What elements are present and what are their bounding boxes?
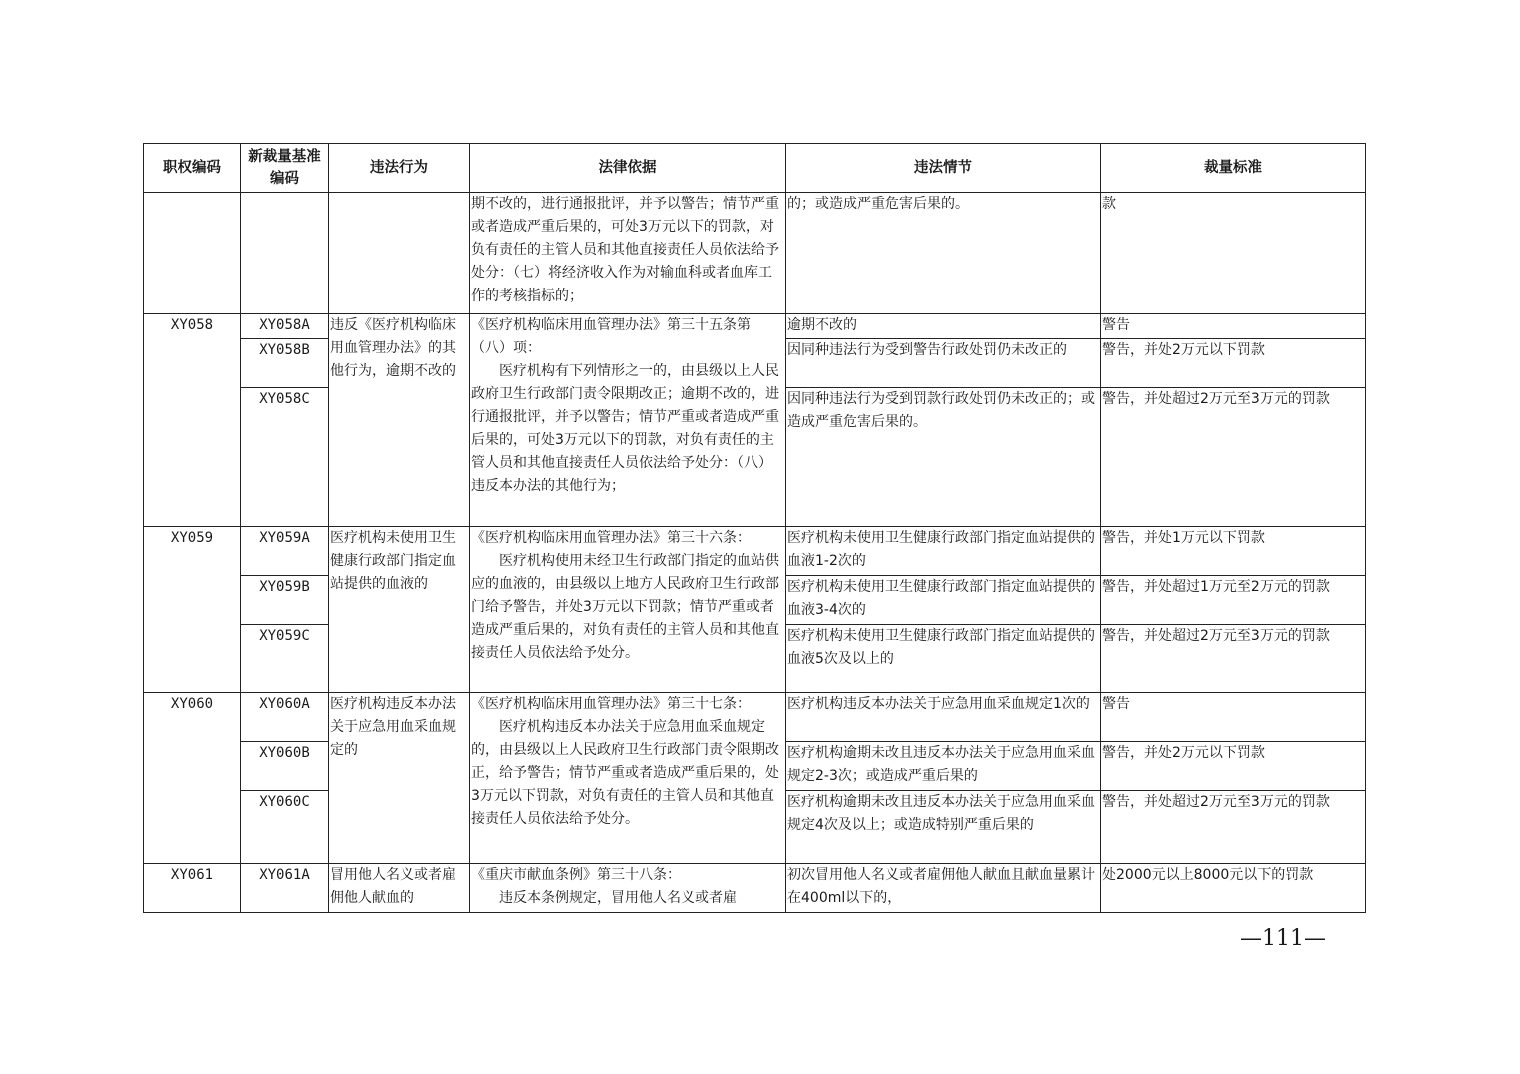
authority-code: XY061 [144,864,241,913]
basis-heading: 《医疗机构临床用血管理办法》第三十七条： [471,696,751,712]
sub-code: XY060B [241,742,329,791]
circumstance-cell: 的；或造成严重危害后果的。 [786,193,1101,314]
circumstance-cell: 逾期不改的 [786,314,1101,339]
sub-code: XY060C [241,791,329,864]
header-legal-basis: 法律依据 [470,144,786,193]
standard-cell: 警告，并处超过2万元至3万元的罚款 [1101,625,1366,693]
cell-empty [144,193,241,314]
violation-cell: 违反《医疗机构临床用血管理办法》的其他行为，逾期不改的 [329,314,470,527]
standard-cell: 款 [1101,193,1366,314]
basis-body: 医疗机构违反本办法关于应急用血采血规定的，由县级以上人民政府卫生行政部门责令限期改正，给予警告；情节严重或者造成严重后果的，处3万元以下罚款，对负有责任的主管人员和其他直接责任人员依法给予处分。 [471,719,779,827]
standard-cell: 警告，并处2万元以下罚款 [1101,742,1366,791]
legal-basis-cell [470,527,786,693]
circumstance-cell: 医疗机构逾期未改且违反本办法关于应急用血采血规定4次及以上；或造成特别严重后果的 [786,791,1101,864]
basis-body: 医疗机构使用未经卫生行政部门指定的血站供应的血液的，由县级以上地方人民政府卫生行政部门给予警告，并处3万元以下罚款；情节严重或者造成严重后果的，对负有责任的主管人员和其他直接责任人员依法给予处分。 [471,553,779,661]
standard-cell: 警告，并处超过2万元至3万元的罚款 [1101,388,1366,527]
circumstance-cell: 初次冒用他人名义或者雇佣他人献血且献血量累计在400ml以下的， [786,864,1101,913]
sub-code: XY059C [241,625,329,693]
basis-heading: 《医疗机构临床用血管理办法》第三十六条： [471,530,751,546]
basis-heading: 《医疗机构临床用血管理办法》第三十五条第（八）项： [471,317,751,356]
sub-code: XY058B [241,339,329,388]
header-new-code: 新裁量基准编码 [241,144,329,193]
authority-code: XY058 [144,314,241,527]
table-row [144,314,1366,339]
basis-body: 违反本条例规定，冒用他人名义或者雇 [499,890,737,906]
header-circumstance: 违法情节 [786,144,1101,193]
standard-cell: 警告，并处2万元以下罚款 [1101,339,1366,388]
table-row [144,193,1366,314]
discretion-table [143,143,1366,913]
circumstance-cell: 医疗机构违反本办法关于应急用血采血规定1次的 [786,693,1101,742]
standard-cell: 警告，并处超过1万元至2万元的罚款 [1101,576,1366,625]
table-row [144,527,1366,576]
circumstance-cell: 医疗机构未使用卫生健康行政部门指定血站提供的血液3-4次的 [786,576,1101,625]
standard-cell: 警告，并处超过2万元至3万元的罚款 [1101,791,1366,864]
header-row [144,144,1366,193]
cell-empty [329,193,470,314]
sub-code: XY061A [241,864,329,913]
standard-cell: 警告 [1101,693,1366,742]
circumstance-cell: 因同种违法行为受到警告行政处罚仍未改正的 [786,339,1101,388]
table-row [144,693,1366,742]
violation-cell: 冒用他人名义或者雇佣他人献血的 [329,864,470,913]
basis-heading: 《重庆市献血条例》第三十八条： [471,867,681,883]
table-row [144,864,1366,913]
sub-code: XY058A [241,314,329,339]
header-violation: 违法行为 [329,144,470,193]
legal-basis-cell [470,693,786,864]
header-standard: 裁量标准 [1101,144,1366,193]
authority-code: XY060 [144,693,241,864]
sub-code: XY060A [241,693,329,742]
legal-basis-cell [470,314,786,527]
circumstance-cell: 医疗机构未使用卫生健康行政部门指定血站提供的血液1-2次的 [786,527,1101,576]
legal-basis-cell: 期不改的，进行通报批评，并予以警告；情节严重或者造成严重后果的，可处3万元以下的罚款，对负有责任的主管人员和其他直接责任人员依法给予处分：（七）将经济收入作为对输血科或者血库工作的考核指标的； [470,193,786,314]
sub-code: XY059A [241,527,329,576]
header-authority-code: 职权编码 [144,144,241,193]
standard-cell: 警告 [1101,314,1366,339]
legal-basis-cell [470,864,786,913]
basis-body: 医疗机构有下列情形之一的，由县级以上人民政府卫生行政部门责令限期改正；逾期不改的，进行通报批评，并予以警告；情节严重或者造成严重后果的，可处3万元以下的罚款，对负有责任的主管人员和其他直接责任人员依法给予处分：（八）违反本办法的其他行为； [471,363,779,494]
circumstance-cell: 医疗机构逾期未改且违反本办法关于应急用血采血规定2-3次；或造成严重后果的 [786,742,1101,791]
violation-cell: 医疗机构未使用卫生健康行政部门指定血站提供的血液的 [329,527,470,693]
sub-code: XY059B [241,576,329,625]
page-number: —111— [1240,926,1326,951]
authority-code: XY059 [144,527,241,693]
standard-cell: 处2000元以上8000元以下的罚款 [1101,864,1366,913]
sub-code: XY058C [241,388,329,527]
circumstance-cell: 医疗机构未使用卫生健康行政部门指定血站提供的血液5次及以上的 [786,625,1101,693]
violation-cell: 医疗机构违反本办法关于应急用血采血规定的 [329,693,470,864]
circumstance-cell: 因同种违法行为受到罚款行政处罚仍未改正的；或造成严重危害后果的。 [786,388,1101,527]
standard-cell: 警告，并处1万元以下罚款 [1101,527,1366,576]
cell-empty [241,193,329,314]
